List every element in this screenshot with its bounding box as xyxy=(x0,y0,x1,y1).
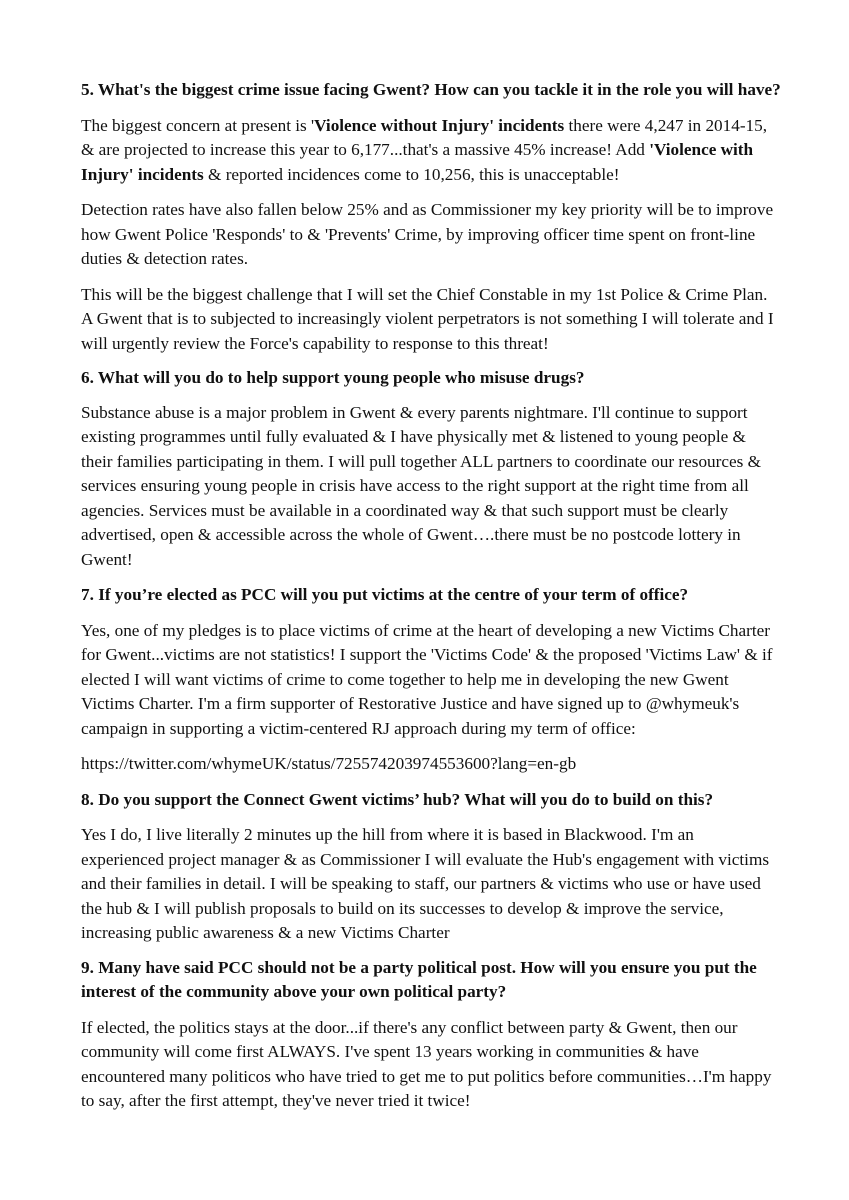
question-heading: 9. Many have said PCC should not be a party political post. How will you ensure you put the interest of the community above your own political party? xyxy=(81,957,757,1001)
section-q7 xyxy=(81,583,781,777)
answer-paragraph: This will be the biggest challenge that I will set the Chief Constable in my 1st Police & Crime Plan. A Gwent that is to subjected to increasingly violent perpetrators is not something I will tolerate and I will urgently review the Force's capability to response to this threat! xyxy=(81,284,774,353)
answer-paragraph xyxy=(81,114,781,188)
answer-text: & reported incidences come to 10,256, this is unacceptable! xyxy=(203,164,620,184)
answer-paragraph: If elected, the politics stays at the door...if there's any conflict between party & Gwent, then our community will come first ALWAYS. I've spent 13 years working in communities & have encountered many politicos who have tried to get me to put politics before communities…I'm happy to say, after the first attempt, they've never tried it twice! xyxy=(81,1017,772,1110)
bold-phrase-violence-with-injury: 'Violence with Injury' incidents xyxy=(81,140,754,184)
answer-paragraph: Yes, one of my pledges is to place victims of crime at the heart of developing a new Victims Charter for Gwent...victims are not statistics! I support the 'Victims Code' & the proposed 'Victims Law' & if elected I will want victims of crime to come together to help me in developing the new Gwent Victims Charter. I'm a firm supporter of Restorative Justice and have signed up to @whymeuk's campaign in supporting a victim-centered RJ approach during my term of office: xyxy=(81,620,773,738)
answer-text: there were 4,247 in 2014-15, & are projected to increase this year to 6,177...that's a massive 45% increase! Add xyxy=(81,115,768,159)
question-heading: 5. What's the biggest crime issue facing Gwent? How can you tackle it in the role you will have? xyxy=(81,80,781,99)
question-heading: 6. What will you do to help support young people who misuse drugs? xyxy=(81,368,585,387)
section-q8 xyxy=(81,788,781,946)
section-q6 xyxy=(81,366,781,572)
section-q5 xyxy=(81,78,781,356)
answer-paragraph: Substance abuse is a major problem in Gwent & every parents nightmare. I'll continue to support existing programmes until fully evaluated & I have physically met & listened to young people & their families participating in them. I will pull together ALL partners to coordinate our resources & services ensuring young people in crisis have access to the right support at the right time from all agencies. Services must be available in a coordinated way & that such support must be clearly advertised, open & accessible across the whole of Gwent….there must be no postcode lottery in Gwent! xyxy=(81,402,761,569)
answer-paragraph: Yes I do, I live literally 2 minutes up the hill from where it is based in Blackwood. I'm an experienced project manager & as Commissioner I will evaluate the Hub's engagement with victims and their families in detail. I will be speaking to staff, our partners & victims who use or have used the hub & I will publish proposals to build on its successes to develop & improve the service, increasing public awareness & a new Victims Charter xyxy=(81,825,770,942)
section-q9 xyxy=(81,956,781,1114)
answer-paragraph: Detection rates have also fallen below 25% and as Commissioner my key priority will be to improve how Gwent Police 'Responds' to & 'Prevents' Crime, by improving officer time spent on front-line duties & detection rates. xyxy=(81,200,774,268)
answer-text: The biggest concern at present is ' xyxy=(81,115,315,135)
question-heading: 7. If you’re elected as PCC will you put victims at the centre of your term of office? xyxy=(81,585,689,604)
question-heading: 8. Do you support the Connect Gwent victims’ hub? What will you do to build on this? xyxy=(81,789,714,809)
document-page xyxy=(81,78,781,1124)
bold-phrase-violence-without-injury: Violence without Injury' incidents xyxy=(314,115,565,135)
twitter-link[interactable]: https://twitter.com/whymeUK/status/725574203974553600?lang=en-gb xyxy=(81,754,577,773)
